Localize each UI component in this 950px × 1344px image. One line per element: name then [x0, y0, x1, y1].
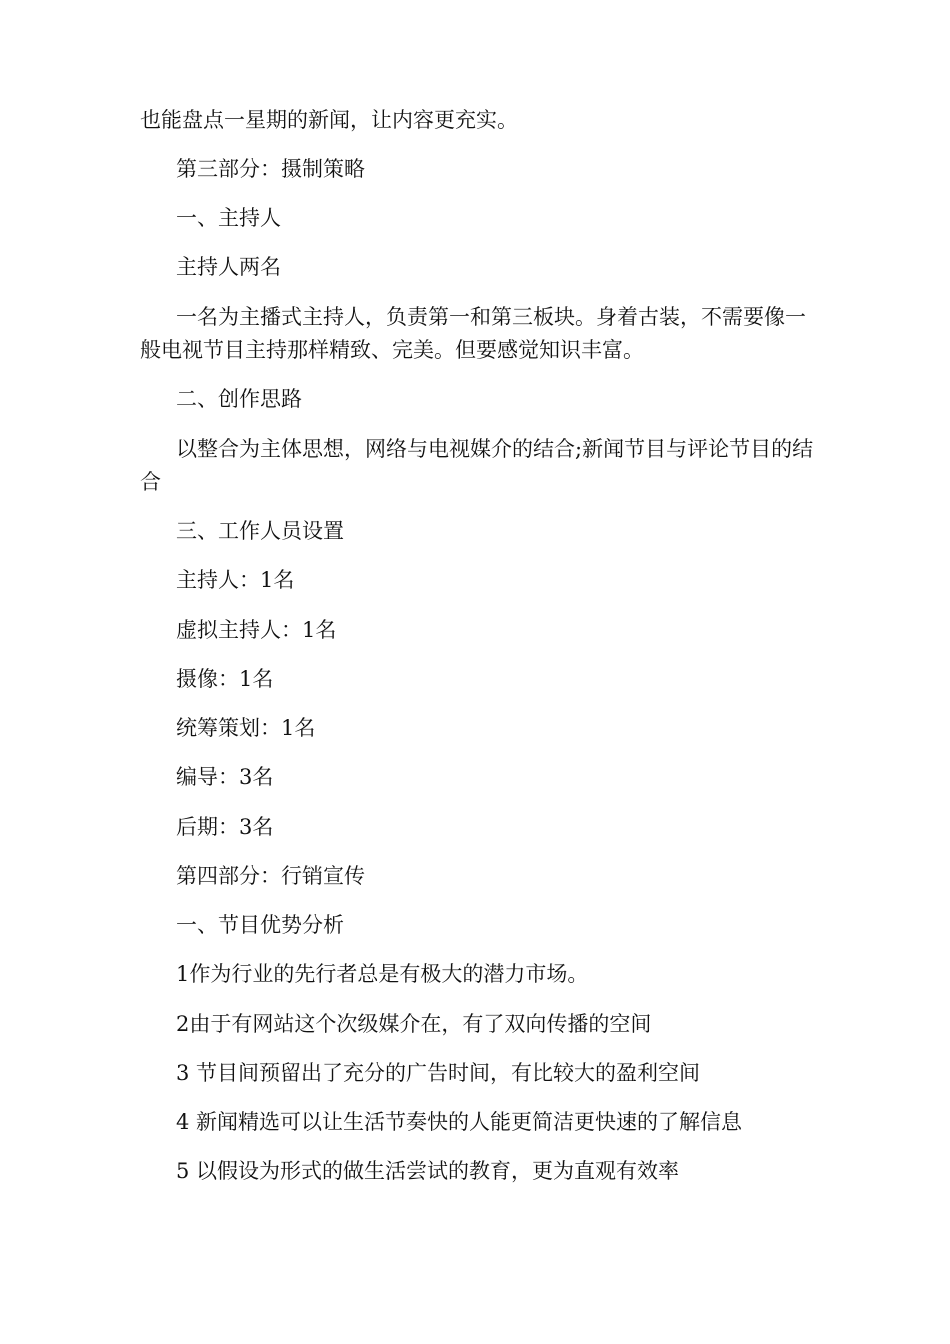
paragraph-continuation: 也能盘点一星期的新闻，让内容更充实。	[140, 108, 518, 132]
section-heading-part-three: 第三部分：摄制策略	[176, 157, 365, 181]
staff-item-post-production: 后期：3名	[176, 815, 274, 839]
staff-item-planning: 统筹策划：1名	[176, 716, 316, 740]
list-item-4: 4 新闻精选可以让生活节奏快的人能更简洁更快速的了解信息	[176, 1110, 743, 1134]
list-item-1: 1作为行业的先行者总是有极大的潜力市场。	[176, 962, 589, 986]
staff-item-host: 主持人：1名	[176, 568, 295, 592]
subheading-advantage-analysis: 一、节目优势分析	[176, 913, 344, 937]
paragraph-host-count: 主持人两名	[176, 255, 281, 279]
list-item-5: 5 以假设为形式的做生活尝试的教育，更为直观有效率	[176, 1159, 680, 1183]
list-item-2: 2由于有网站这个次级媒介在，有了双向传播的空间	[176, 1012, 652, 1036]
staff-item-camera: 摄像：1名	[176, 667, 274, 691]
staff-item-director: 编导：3名	[176, 765, 274, 789]
subheading-staff-setup: 三、工作人员设置	[176, 519, 344, 543]
subheading-creative-idea: 二、创作思路	[176, 387, 302, 411]
section-heading-part-four: 第四部分：行销宣传	[176, 864, 365, 888]
paragraph-creative-idea: 以整合为主体思想，网络与电视媒介的结合;新闻节目与评论节目的结合	[140, 437, 814, 494]
staff-item-virtual-host: 虚拟主持人：1名	[176, 618, 337, 642]
paragraph-host-description: 一名为主播式主持人，负责第一和第三板块。身着古装，不需要像一般电视节目主持那样精致、完美。但要感觉知识丰富。	[140, 305, 806, 362]
list-item-3: 3 节目间预留出了充分的广告时间，有比较大的盈利空间	[176, 1061, 701, 1085]
subheading-host: 一、主持人	[176, 206, 281, 230]
